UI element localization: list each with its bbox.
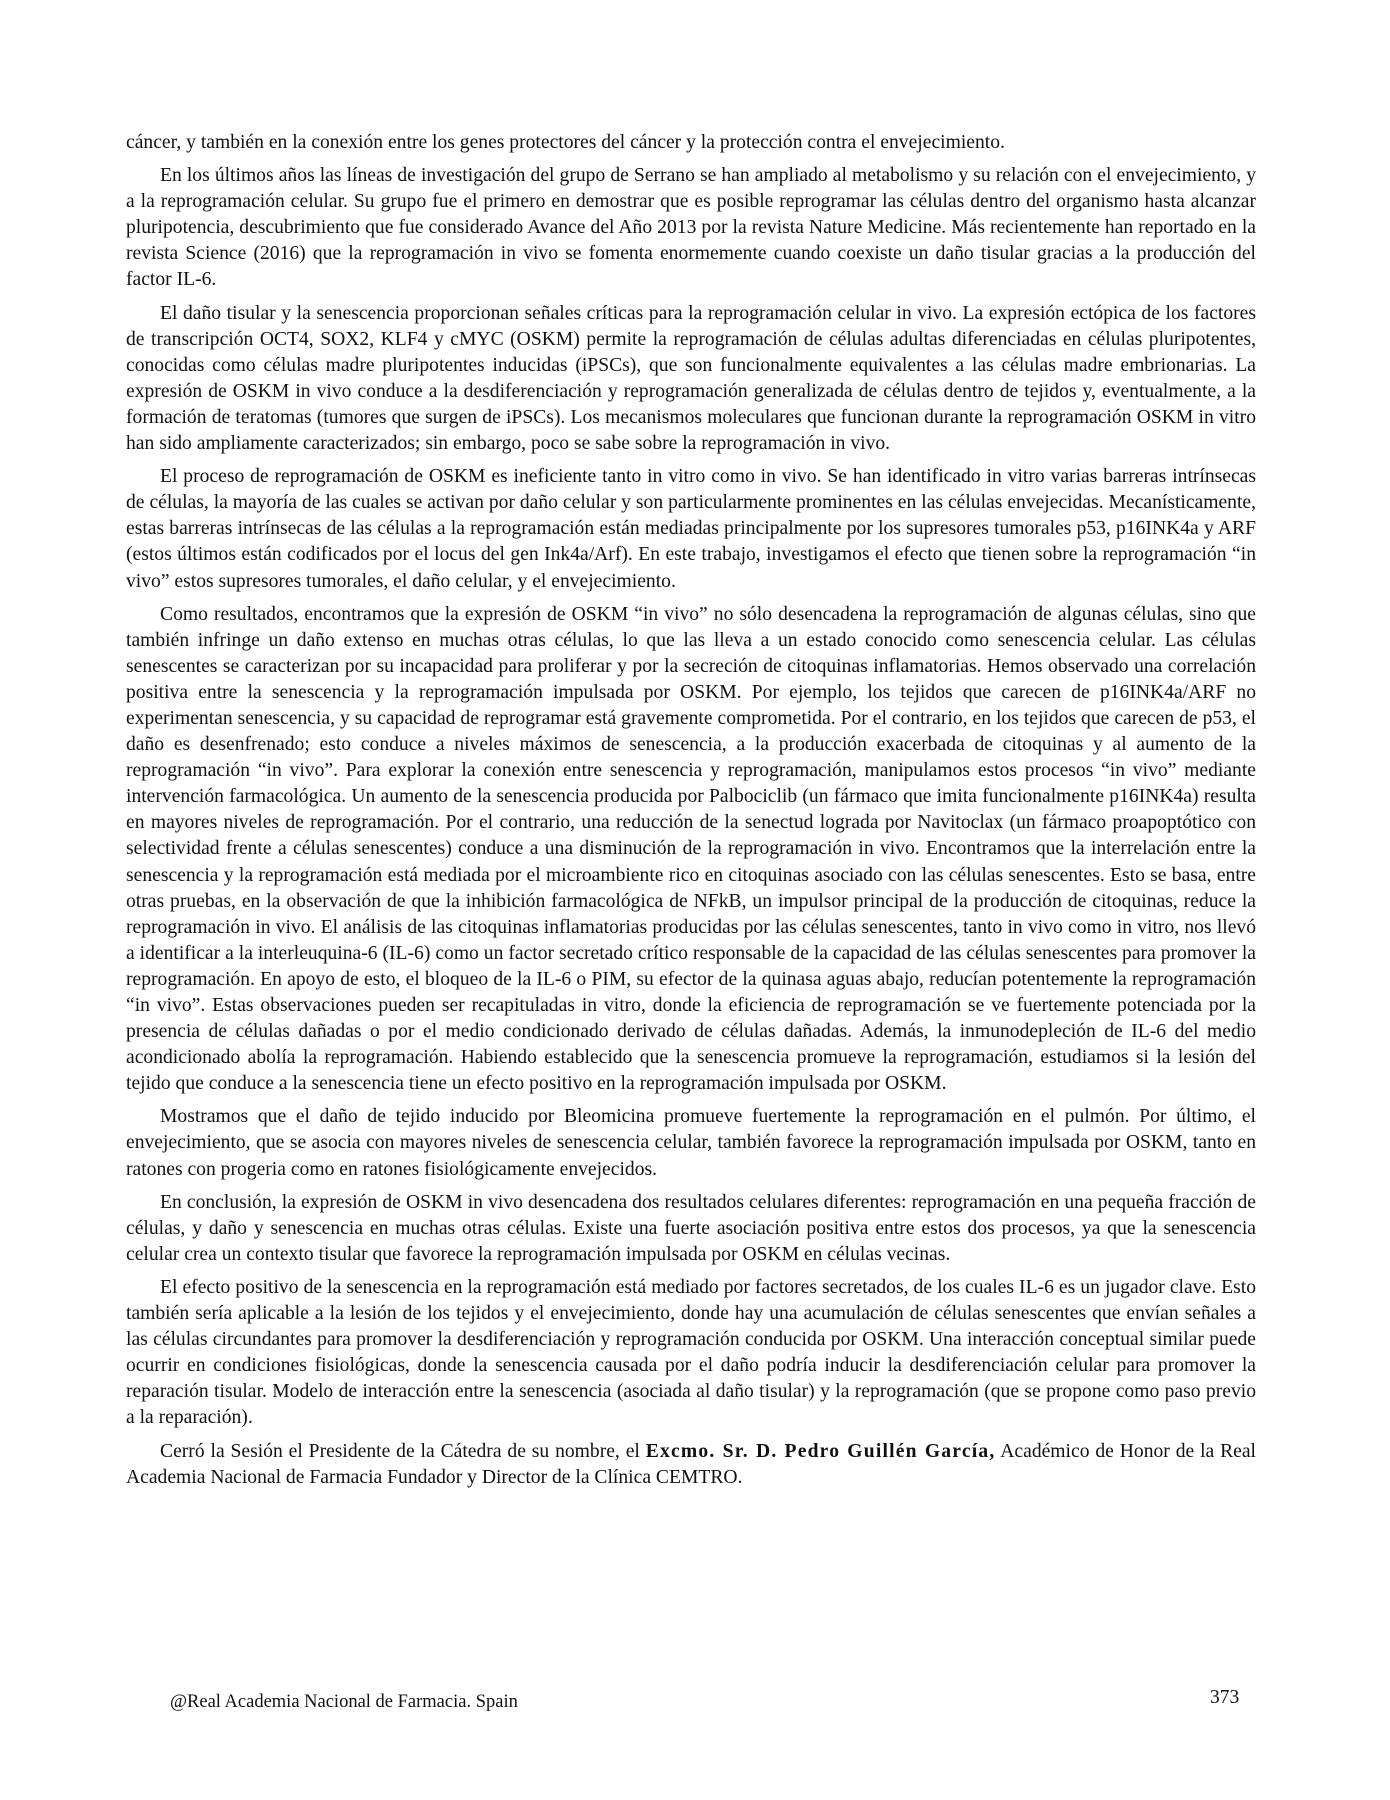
paragraph: En conclusión, la expresión de OSKM in vivo desencadena dos resultados celulares diferentes: reprogramación en una pequeña fracción de células, y daño y senescencia en muchas otras células. Existe una fuerte asociación positiva entre estos dos procesos, ya que la senescencia celular crea un contexto tisular que favorece la reprogramación impulsada por OSKM en células vecinas. bbox=[126, 1191, 1256, 1265]
closing-text-before: Cerró la Sesión el Presidente de la Cátedra de su nombre, el bbox=[160, 1440, 646, 1462]
honoree-name: Excmo. Sr. D. Pedro Guillén García, bbox=[645, 1440, 996, 1462]
paragraph: El efecto positivo de la senescencia en la reprogramación está mediado por factores secretados, de los cuales IL-6 es un jugador clave. Esto también sería aplicable a la lesión de los tejidos y el envejecimiento, donde hay una acumulación de células senescentes que envían señales a las células circundantes para promover la desdiferenciación y reprogramación conducida por OSKM. Una interacción conceptual similar puede ocurrir en condiciones fisiológicas, donde la senescencia causada por el daño podría inducir la desdiferenciación celular para promover la reparación tisular. Modelo de interacción entre la senescencia (asociada al daño tisular) y la reprogramación (que se propone como paso previo a la reparación). bbox=[126, 1276, 1256, 1429]
paragraph: Como resultados, encontramos que la expresión de OSKM “in vivo” no sólo desencadena la reprogramación de algunas células, sino que también infringe un daño extenso en muchas otras células, lo que las lleva a un estado conocido como senescencia celular. Las células senescentes se caracterizan por su incapacidad para proliferar y por la secreción de citoquinas inflamatorias. Hemos observado una correlación positiva entre la senescencia y la reprogramación impulsada por OSKM. Por ejemplo, los tejidos que carecen de p16INK4a/ARF no experimentan senescencia, y su capacidad de reprogramar está gravemente comprometida. Por el contrario, en los tejidos que carecen de p53, el daño es desenfrenado; esto conduce a niveles máximos de senescencia, a la producción exacerbada de citoquinas y al aumento de la reprogramación “in vivo”. Para explorar la conexión entre senescencia y reprogramación, manipulamos estos procesos “in vivo” mediante intervención farmacológica. Un aumento de la senescencia producida por Palbociclib (un fármaco que imita funcionalmente p16INK4a) resulta en mayores niveles de reprogramación. Por el contrario, una reducción de la senectud lograda por Navitoclax (un fármaco proapoptótico con selectividad frente a células senescentes) conduce a una disminución de la reprogramación in vivo. Encontramos que la interrelación entre la senescencia y la reprogramación está mediada por el microambiente rico en citoquinas asociado con las células senescentes. Esto se basa, entre otras pruebas, en la observación de que la inhibición farmacológica de NFkB, un impulsor principal de la producción de citoquinas, reduce la reprogramación in vivo. El análisis de las citoquinas inflamatorias producidas por las células senescentes, tanto in vivo como in vitro, nos llevó a identificar a la interleuquina-6 (IL-6) como un factor secretado crítico responsable de la capacidad de las células senescentes para promover la reprogramación. En apoyo de esto, el bloqueo de la IL-6 o PIM, su efector de la quinasa aguas abajo, reducían potentemente la reprogramación “in vivo”. Estas observaciones pueden ser recapituladas in vitro, donde la eficiencia de reprogramación se ve fuertemente potenciada por la presencia de células dañadas o por el medio condicionado derivado de células dañadas. Además, la inmunodepleción de IL-6 del medio acondicionado abolía la reprogramación. Habiendo establecido que la senescencia promueve la reprogramación, estudiamos si la lesión del tejido que conduce a la senescencia tiene un efecto positivo en la reprogramación impulsada por OSKM. bbox=[126, 603, 1256, 1095]
document-body bbox=[126, 130, 1256, 1498]
paragraph: El daño tisular y la senescencia proporcionan señales críticas para la reprogramación celular in vivo. La expresión ectópica de los factores de transcripción OCT4, SOX2, KLF4 y cMYC (OSKM) permite la reprogramación de células adultas diferenciadas en células pluripotentes, conocidas como células madre pluripotentes inducidas (iPSCs), que son funcionalmente equivalentes a las células madre embrionarias. La expresión de OSKM in vivo conduce a la desdiferenciación y reprogramación generalizada de células dentro de tejidos y, eventualmente, a la formación de teratomas (tumores que surgen de iPSCs). Los mecanismos moleculares que funcionan durante la reprogramación OSKM in vitro han sido ampliamente caracterizados; sin embargo, poco se sabe sobre la reprogramación in vivo. bbox=[126, 302, 1256, 455]
paragraph: Mostramos que el daño de tejido inducido por Bleomicina promueve fuertemente la reprogramación en el pulmón. Por último, el envejecimiento, que se asocia con mayores niveles de senescencia celular, también favorece la reprogramación impulsada por OSKM, tanto en ratones con progeria como en ratones fisiológicamente envejecidos. bbox=[126, 1106, 1256, 1180]
page-number: 373 bbox=[1210, 1687, 1240, 1708]
closing-text-after: Académico de Honor de la Real Academia Nacional de Farmacia Fundador y Director de la Clínica CEMTRO. bbox=[126, 1440, 1257, 1488]
paragraph: El proceso de reprogramación de OSKM es ineficiente tanto in vitro como in vivo. Se han identificado in vitro varias barreras intrínsecas de células, la mayoría de las cuales se activan por daño celular y son particularmente prominentes en las células envejecidas. Mecanísticamente, estas barreras intrínsecas de las células a la reprogramación están mediadas principalmente por los supresores tumorales p53, p16INK4a y ARF (estos últimos están codificados por el locus del gen Ink4a/Arf). En este trabajo, investigamos el efecto que tienen sobre la reprogramación “in vivo” estos supresores tumorales, el daño celular, y el envejecimiento. bbox=[126, 466, 1256, 592]
paragraph: cáncer, y también en la conexión entre los genes protectores del cáncer y la protección contra el envejecimiento. bbox=[126, 132, 1005, 153]
footer-copyright: @Real Academia Nacional de Farmacia. Spain bbox=[170, 1692, 518, 1712]
closing-paragraph bbox=[126, 1439, 1256, 1491]
paragraph: En los últimos años las líneas de investigación del grupo de Serrano se han ampliado al metabolismo y su relación con el envejecimiento, y a la reprogramación celular. Su grupo fue el primero en demostrar que es posible reprogramar las células dentro del organismo hasta alcanzar pluripotencia, descubrimiento que fue considerado Avance del Año 2013 por la revista Nature Medicine. Más recientemente han reportado en la revista Science (2016) que la reprogramación in vivo se fomenta enormemente cuando coexiste un daño tisular gracias a la producción del factor IL-6. bbox=[126, 165, 1256, 291]
